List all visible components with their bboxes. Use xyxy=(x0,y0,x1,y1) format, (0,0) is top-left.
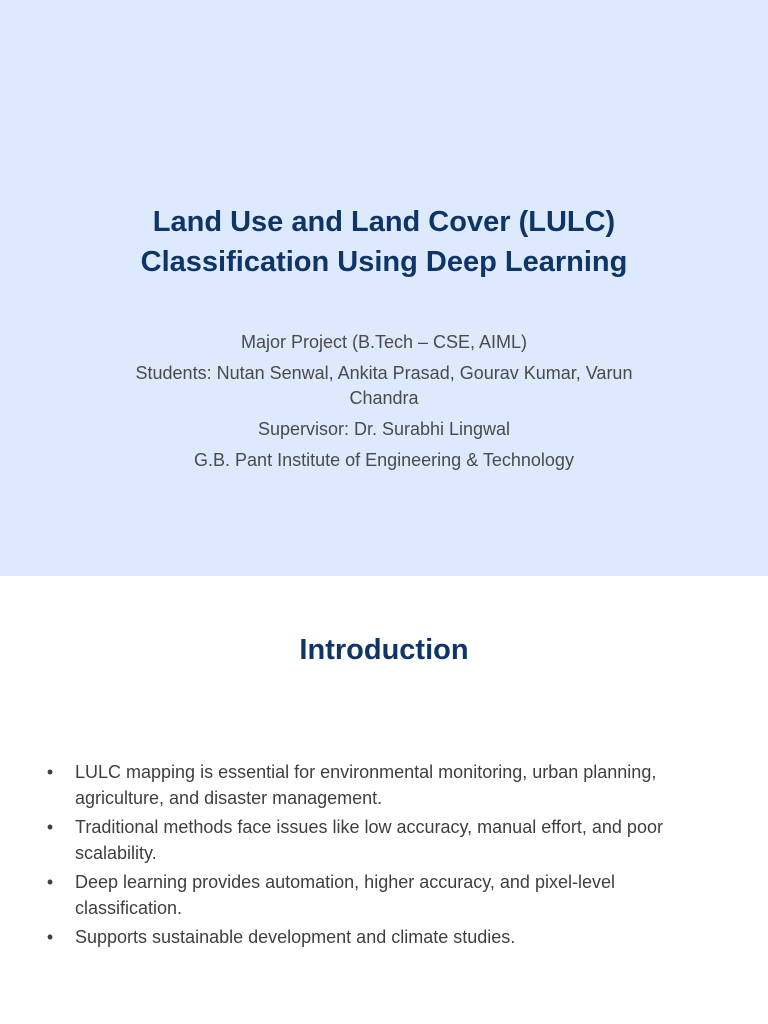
bullet-list xyxy=(44,760,724,955)
bullet-text: Deep learning provides automation, higher accuracy, and pixel-level classification. xyxy=(75,872,615,918)
bullet-icon: • xyxy=(46,927,54,947)
list-item xyxy=(44,925,724,951)
slide-subtitle xyxy=(100,330,668,479)
list-item xyxy=(44,760,724,811)
introduction-heading: Introduction xyxy=(299,634,469,666)
bullet-text: Traditional methods face issues like low accuracy, manual effort, and poor scalability. xyxy=(75,817,663,863)
introduction-slide xyxy=(0,576,768,1024)
slide-title xyxy=(40,202,728,282)
bullet-icon: • xyxy=(46,872,54,892)
project-type: Major Project (B.Tech – CSE, AIML) xyxy=(240,332,528,352)
list-item xyxy=(44,815,724,866)
institute: G.B. Pant Institute of Engineering & Technology xyxy=(194,450,574,470)
bullet-icon: • xyxy=(46,762,54,782)
students-list: Students: Nutan Senwal, Ankita Prasad, Gourav Kumar, Varun Chandra xyxy=(135,363,633,408)
bullet-text: LULC mapping is essential for environmental monitoring, urban planning, agriculture, and disaster management. xyxy=(75,762,657,808)
title-line-2: Classification Using Deep Learning xyxy=(140,246,628,278)
list-item xyxy=(44,870,724,921)
title-line-1: Land Use and Land Cover (LULC) xyxy=(152,206,616,238)
supervisor: Supervisor: Dr. Surabhi Lingwal xyxy=(257,419,511,439)
bullet-text: Supports sustainable development and climate studies. xyxy=(75,927,516,947)
bullet-icon: • xyxy=(46,817,54,837)
